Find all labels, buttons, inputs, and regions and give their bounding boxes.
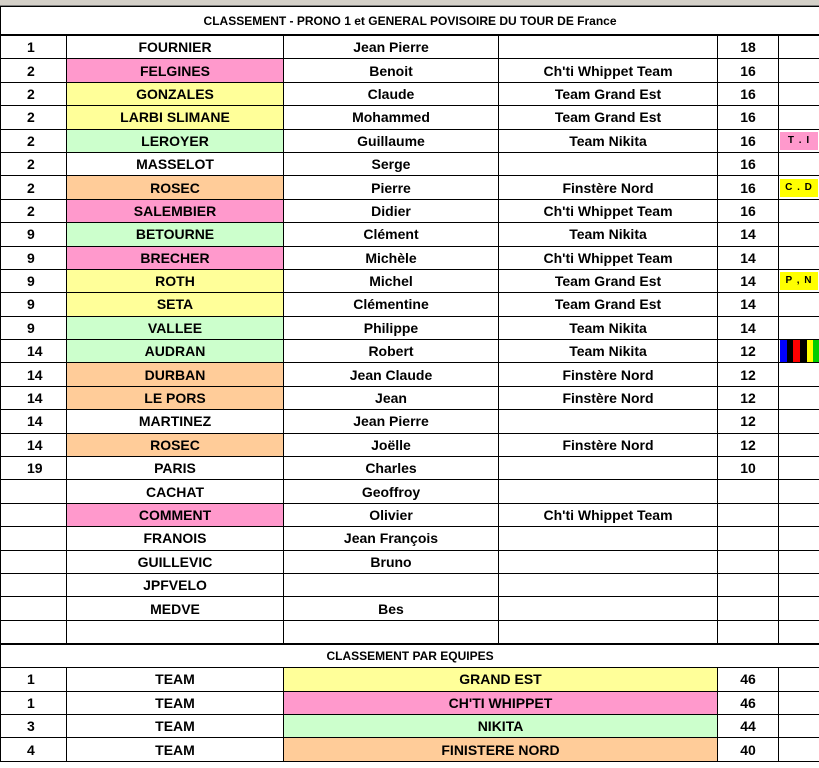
surname-cell[interactable]: SALEMBIER — [67, 199, 284, 222]
ranking-row — [1, 480, 819, 503]
ranking-row — [1, 176, 819, 199]
rank-cell[interactable]: 2 — [1, 82, 67, 105]
surname-cell[interactable]: ROSEC — [67, 433, 284, 456]
badge-cell[interactable] — [779, 527, 819, 550]
rank-cell[interactable]: 2 — [1, 129, 67, 152]
team-cell[interactable] — [499, 527, 718, 550]
team-cell[interactable]: Team Grand Est — [499, 82, 718, 105]
badge-cell[interactable] — [779, 293, 819, 316]
rank-cell[interactable]: 14 — [1, 363, 67, 386]
team-cell[interactable] — [499, 620, 718, 644]
badge-cell[interactable] — [779, 480, 819, 503]
badge-cell[interactable] — [779, 35, 819, 59]
team-cell[interactable] — [499, 573, 718, 596]
badge-cell[interactable] — [779, 199, 819, 222]
surname-cell[interactable]: FELGINES — [67, 59, 284, 82]
firstname-cell[interactable] — [284, 573, 499, 596]
points-cell[interactable]: 12 — [718, 433, 779, 456]
firstname-cell[interactable]: Serge — [284, 152, 499, 175]
team-cell[interactable] — [499, 410, 718, 433]
ranking-row — [1, 457, 819, 480]
surname-cell[interactable]: FOURNIER — [67, 35, 284, 59]
points-cell[interactable]: 14 — [718, 246, 779, 269]
surname-cell[interactable]: COMMENT — [67, 503, 284, 526]
badge-cell[interactable] — [779, 246, 819, 269]
firstname-cell[interactable]: Joëlle — [284, 433, 499, 456]
firstname-cell[interactable]: Pierre — [284, 176, 499, 199]
rank-cell[interactable]: 2 — [1, 176, 67, 199]
rank-cell[interactable] — [1, 503, 67, 526]
ranking-row — [1, 316, 819, 339]
ranking-row — [1, 363, 819, 386]
rank-cell[interactable]: 9 — [1, 293, 67, 316]
ranking-row — [1, 550, 819, 573]
team-cell[interactable] — [499, 597, 718, 620]
badge-cell[interactable] — [779, 503, 819, 526]
points-cell[interactable]: 16 — [718, 129, 779, 152]
team-rank-cell[interactable]: 3 — [1, 714, 67, 737]
surname-cell[interactable]: ROTH — [67, 269, 284, 292]
points-cell[interactable]: 16 — [718, 152, 779, 175]
surname-cell[interactable]: SETA — [67, 293, 284, 316]
team-cell[interactable]: Ch'ti Whippet Team — [499, 246, 718, 269]
badge-cell[interactable] — [779, 386, 819, 409]
points-cell[interactable]: 16 — [718, 199, 779, 222]
badge-cell[interactable] — [779, 410, 819, 433]
firstname-cell[interactable]: Clément — [284, 223, 499, 246]
surname-cell[interactable]: MEDVE — [67, 597, 284, 620]
rank-cell[interactable] — [1, 573, 67, 596]
firstname-cell[interactable]: Bruno — [284, 550, 499, 573]
firstname-cell[interactable]: Claude — [284, 82, 499, 105]
team-cell[interactable]: Finstère Nord — [499, 363, 718, 386]
firstname-cell[interactable]: Didier — [284, 199, 499, 222]
team-cell[interactable]: Ch'ti Whippet Team — [499, 199, 718, 222]
rank-cell[interactable]: 2 — [1, 199, 67, 222]
ranking-row — [1, 597, 819, 620]
points-cell[interactable]: 18 — [718, 35, 779, 59]
points-cell[interactable]: 16 — [718, 176, 779, 199]
firstname-cell[interactable]: Benoit — [284, 59, 499, 82]
firstname-cell[interactable]: Jean Pierre — [284, 35, 499, 59]
surname-cell[interactable]: VALLEE — [67, 316, 284, 339]
points-cell[interactable]: 12 — [718, 363, 779, 386]
points-cell[interactable] — [718, 527, 779, 550]
team-cell[interactable] — [499, 457, 718, 480]
surname-cell[interactable]: LE PORS — [67, 386, 284, 409]
points-cell[interactable]: 14 — [718, 293, 779, 316]
team-rank-cell[interactable]: 4 — [1, 738, 67, 761]
badge-cell[interactable] — [779, 340, 819, 363]
points-cell[interactable] — [718, 480, 779, 503]
ranking-row — [1, 246, 819, 269]
team-row — [1, 738, 819, 761]
team-cell[interactable]: Finstère Nord — [499, 176, 718, 199]
surname-cell[interactable]: ROSEC — [67, 176, 284, 199]
firstname-cell[interactable]: Michel — [284, 269, 499, 292]
team-title-row — [1, 644, 819, 668]
badge-cell[interactable] — [779, 129, 819, 152]
ranking-row — [1, 527, 819, 550]
ranking-row — [1, 620, 819, 644]
rank-cell[interactable] — [1, 620, 67, 644]
points-cell[interactable]: 12 — [718, 410, 779, 433]
team-points-cell[interactable]: 44 — [718, 714, 779, 737]
firstname-cell[interactable]: Charles — [284, 457, 499, 480]
team-empty-cell[interactable] — [779, 668, 819, 691]
badge-cell[interactable] — [779, 59, 819, 82]
badge-cell[interactable] — [779, 316, 819, 339]
team-points-cell[interactable]: 46 — [718, 668, 779, 691]
ranking-row — [1, 573, 819, 596]
firstname-cell[interactable]: Jean François — [284, 527, 499, 550]
team-row — [1, 691, 819, 714]
world-champion-jersey-icon — [780, 340, 819, 362]
ranking-row — [1, 340, 819, 363]
rank-cell[interactable] — [1, 597, 67, 620]
rank-cell[interactable]: 2 — [1, 59, 67, 82]
badge-label: C . D — [780, 179, 818, 197]
points-cell[interactable] — [718, 550, 779, 573]
ranking-row — [1, 82, 819, 105]
team-cell[interactable]: Team Nikita — [499, 223, 718, 246]
points-cell[interactable]: 14 — [718, 316, 779, 339]
badge-cell[interactable] — [779, 433, 819, 456]
ranking-row — [1, 152, 819, 175]
team-cell[interactable] — [499, 480, 718, 503]
firstname-cell[interactable]: Mohammed — [284, 106, 499, 129]
rank-cell[interactable]: 9 — [1, 269, 67, 292]
surname-cell[interactable]: CACHAT — [67, 480, 284, 503]
team-rank-cell[interactable]: 1 — [1, 668, 67, 691]
ranking-table — [0, 6, 819, 762]
surname-cell[interactable]: MASSELOT — [67, 152, 284, 175]
rank-cell[interactable]: 14 — [1, 386, 67, 409]
badge-cell[interactable] — [779, 152, 819, 175]
team-label-cell[interactable]: TEAM — [67, 738, 284, 761]
team-cell[interactable]: Team Nikita — [499, 340, 718, 363]
rank-cell[interactable]: 1 — [1, 35, 67, 59]
ranking-row — [1, 293, 819, 316]
surname-cell[interactable]: JPFVELO — [67, 573, 284, 596]
title-row — [1, 7, 819, 36]
rank-cell[interactable] — [1, 527, 67, 550]
rank-cell[interactable] — [1, 480, 67, 503]
team-cell[interactable]: Ch'ti Whippet Team — [499, 59, 718, 82]
firstname-cell[interactable]: Jean Pierre — [284, 410, 499, 433]
badge-label: P , N — [780, 272, 818, 290]
firstname-cell[interactable]: Guillaume — [284, 129, 499, 152]
rank-cell[interactable]: 9 — [1, 246, 67, 269]
surname-cell[interactable]: GUILLEVIC — [67, 550, 284, 573]
points-cell[interactable]: 12 — [718, 340, 779, 363]
team-name-cell[interactable]: GRAND EST — [284, 668, 718, 691]
surname-cell[interactable]: AUDRAN — [67, 340, 284, 363]
points-cell[interactable]: 16 — [718, 59, 779, 82]
firstname-cell[interactable]: Geoffroy — [284, 480, 499, 503]
team-empty-cell[interactable] — [779, 738, 819, 761]
ranking-row — [1, 269, 819, 292]
firstname-cell[interactable]: Bes — [284, 597, 499, 620]
team-cell[interactable]: Team Grand Est — [499, 293, 718, 316]
surname-cell[interactable]: MARTINEZ — [67, 410, 284, 433]
ranking-row — [1, 199, 819, 222]
ranking-row — [1, 129, 819, 152]
ranking-row — [1, 433, 819, 456]
firstname-cell[interactable]: Michèle — [284, 246, 499, 269]
ranking-row — [1, 35, 819, 59]
rank-cell[interactable]: 2 — [1, 152, 67, 175]
surname-cell[interactable]: GONZALES — [67, 82, 284, 105]
surname-cell[interactable] — [67, 620, 284, 644]
team-cell[interactable]: Finstère Nord — [499, 433, 718, 456]
badge-cell[interactable] — [779, 620, 819, 644]
badge-cell[interactable] — [779, 457, 819, 480]
points-cell[interactable] — [718, 620, 779, 644]
rank-cell[interactable]: 14 — [1, 410, 67, 433]
team-label-cell[interactable]: TEAM — [67, 668, 284, 691]
points-cell[interactable]: 12 — [718, 386, 779, 409]
rank-cell[interactable]: 14 — [1, 433, 67, 456]
team-points-cell[interactable]: 46 — [718, 691, 779, 714]
team-name-cell[interactable]: CH'TI WHIPPET — [284, 691, 718, 714]
team-row — [1, 668, 819, 691]
badge-cell[interactable] — [779, 573, 819, 596]
team-cell[interactable]: Team Grand Est — [499, 106, 718, 129]
rank-cell[interactable]: 2 — [1, 106, 67, 129]
ranking-row — [1, 410, 819, 433]
surname-cell[interactable]: BETOURNE — [67, 223, 284, 246]
points-cell[interactable]: 14 — [718, 223, 779, 246]
points-cell[interactable] — [718, 597, 779, 620]
rank-cell[interactable]: 9 — [1, 316, 67, 339]
firstname-cell[interactable]: Jean Claude — [284, 363, 499, 386]
team-empty-cell[interactable] — [779, 691, 819, 714]
team-cell[interactable]: Finstère Nord — [499, 386, 718, 409]
badge-cell[interactable] — [779, 550, 819, 573]
points-cell[interactable]: 10 — [718, 457, 779, 480]
surname-cell[interactable]: LARBI SLIMANE — [67, 106, 284, 129]
surname-cell[interactable]: LEROYER — [67, 129, 284, 152]
team-cell[interactable] — [499, 35, 718, 59]
team-cell[interactable]: Team Nikita — [499, 129, 718, 152]
team-cell[interactable] — [499, 152, 718, 175]
badge-cell[interactable] — [779, 106, 819, 129]
badge-cell[interactable] — [779, 223, 819, 246]
points-cell[interactable]: 16 — [718, 106, 779, 129]
team-cell[interactable]: Ch'ti Whippet Team — [499, 503, 718, 526]
points-cell[interactable]: 16 — [718, 82, 779, 105]
team-name-cell[interactable]: NIKITA — [284, 714, 718, 737]
ranking-row — [1, 223, 819, 246]
badge-label: T . I — [780, 132, 818, 150]
points-cell[interactable] — [718, 503, 779, 526]
surname-cell[interactable]: FRANOIS — [67, 527, 284, 550]
points-cell[interactable]: 14 — [718, 269, 779, 292]
ranking-row — [1, 106, 819, 129]
rank-cell[interactable] — [1, 550, 67, 573]
surname-cell[interactable]: BRECHER — [67, 246, 284, 269]
team-row — [1, 714, 819, 737]
points-cell[interactable] — [718, 573, 779, 596]
badge-cell[interactable] — [779, 363, 819, 386]
firstname-cell[interactable]: Clémentine — [284, 293, 499, 316]
firstname-cell[interactable] — [284, 620, 499, 644]
team-cell[interactable] — [499, 550, 718, 573]
surname-cell[interactable]: PARIS — [67, 457, 284, 480]
team-empty-cell[interactable] — [779, 714, 819, 737]
team-rank-cell[interactable]: 1 — [1, 691, 67, 714]
badge-cell[interactable] — [779, 176, 819, 199]
rank-cell[interactable]: 14 — [1, 340, 67, 363]
team-label-cell[interactable]: TEAM — [67, 691, 284, 714]
team-label-cell[interactable]: TEAM — [67, 714, 284, 737]
ranking-row — [1, 386, 819, 409]
table-title[interactable]: CLASSEMENT - PRONO 1 et GENERAL POVISOIRE DU TOUR DE France — [1, 7, 819, 36]
rank-cell[interactable]: 19 — [1, 457, 67, 480]
team-cell[interactable]: Team Grand Est — [499, 269, 718, 292]
firstname-cell[interactable]: Olivier — [284, 503, 499, 526]
badge-cell[interactable] — [779, 82, 819, 105]
ranking-row — [1, 503, 819, 526]
ranking-row — [1, 59, 819, 82]
firstname-cell[interactable]: Robert — [284, 340, 499, 363]
team-ranking-title[interactable]: CLASSEMENT PAR EQUIPES — [1, 644, 819, 668]
firstname-cell[interactable]: Philippe — [284, 316, 499, 339]
firstname-cell[interactable]: Jean — [284, 386, 499, 409]
badge-cell[interactable] — [779, 597, 819, 620]
team-cell[interactable]: Team Nikita — [499, 316, 718, 339]
badge-cell[interactable] — [779, 269, 819, 292]
surname-cell[interactable]: DURBAN — [67, 363, 284, 386]
team-points-cell[interactable]: 40 — [718, 738, 779, 761]
rank-cell[interactable]: 9 — [1, 223, 67, 246]
team-name-cell[interactable]: FINISTERE NORD — [284, 738, 718, 761]
